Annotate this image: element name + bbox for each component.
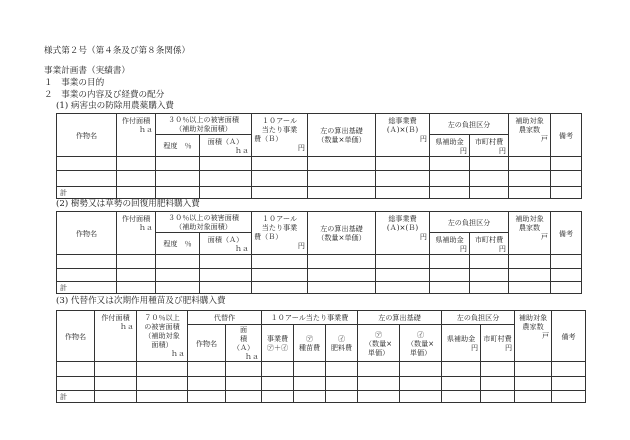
table-row	[57, 171, 582, 187]
area-header: 作付面積 ｈａ	[117, 212, 156, 255]
table-row	[57, 269, 582, 282]
table-row	[57, 362, 586, 377]
total-row	[57, 282, 582, 294]
degree-header: 程度 ％	[156, 135, 200, 157]
remarks-header: 備考	[552, 311, 586, 362]
section2-table	[56, 211, 582, 294]
basis-header: 左の算出基礎	[358, 311, 442, 325]
section3-table	[56, 310, 586, 403]
city-cost-header: 市町村費 円	[470, 135, 509, 157]
damage-header: ３０％以上の被害面積 （補助対象面積）	[156, 114, 252, 135]
table-row	[57, 377, 586, 391]
damage-header: ７０％以上 の被害面積 （補助対象 面積） ｈａ	[137, 311, 188, 362]
area-a-header: 面積（Ａ） ｈａ	[200, 135, 252, 157]
table-row	[57, 157, 582, 171]
item-content: ２ 事業の内容及び経費の配分	[44, 90, 165, 100]
basis-a-header: ㋐ （数量× 単価）	[358, 325, 400, 362]
area-a-header: 面積（Ａ） ｈａ	[200, 233, 252, 255]
total-label: 計	[57, 187, 117, 199]
degree-header: 程度 ％	[156, 233, 200, 255]
basis-b-header: ㋑ （数量× 単価）	[400, 325, 442, 362]
remarks-header: 備考	[551, 212, 582, 255]
section1-caption: (1) 病害虫の防除用農薬購入費	[56, 101, 175, 111]
pref-subsidy-header: 県補助金 円	[442, 325, 481, 362]
alt-crop-header: 代替作	[188, 311, 262, 325]
total-row	[57, 187, 582, 199]
burden-header: 左の負担区分	[430, 212, 509, 233]
document-title: 事業計画書（実績書）	[44, 66, 130, 76]
pref-subsidy-header: 県補助金 円	[430, 135, 470, 157]
form-number: 様式第２号（第４条及び第８条関係）	[44, 46, 191, 56]
crop-header: 作物名	[57, 114, 117, 157]
area-header: 作付面積 ｈａ	[117, 114, 156, 157]
alt-crop-name-header: 作物名	[188, 325, 226, 362]
section3-caption: (3) 代替作又は次期作用種苗及び肥料購入費	[56, 296, 226, 306]
burden-header: 左の負担区分	[430, 114, 509, 135]
total-cost-header: 総事業費 (Ａ)×(Ｂ) 円	[376, 114, 430, 157]
burden-header: 左の負担区分	[442, 311, 515, 325]
total-label: 計	[57, 391, 95, 403]
seed-cost-header: ㋐ 種苗費	[294, 325, 326, 362]
biz-cost-header: 事業費 ㋐＋㋑	[262, 325, 294, 362]
section1-table	[56, 113, 582, 199]
city-cost-header: 市町村費 円	[470, 233, 509, 255]
section2-caption: (2) 樹勢又は草勢の回復用肥料購入費	[56, 199, 200, 209]
item-purpose: １ 事業の目的	[44, 78, 105, 88]
alt-area-header: 面 積 （Ａ） ｈａ	[226, 325, 262, 362]
remarks-header: 備考	[551, 114, 582, 157]
table-row	[57, 255, 582, 269]
crop-header: 作物名	[57, 311, 95, 362]
farms-header: 補助対象 農家数 戸	[515, 311, 552, 362]
farms-header: 補助対象 農家数 戸	[509, 114, 551, 157]
damage-header: ３０％以上の被害面積 （補助対象面積）	[156, 212, 252, 233]
total-label: 計	[57, 282, 117, 294]
city-cost-header: 市町村費 円	[481, 325, 515, 362]
total-row	[57, 391, 586, 403]
crop-header: 作物名	[57, 212, 117, 255]
cost-per-10a-header: １０アール 当たり事業 費（Ｂ） 円	[252, 114, 308, 157]
pref-subsidy-header: 県補助金 円	[430, 233, 470, 255]
basis-header: 左の算出基礎 （数量×単価）	[308, 212, 376, 255]
farms-header: 補助対象 農家数 戸	[509, 212, 551, 255]
area-header: 作付面積 ｈａ	[95, 311, 137, 362]
fert-cost-header: ㋑ 肥料費	[326, 325, 358, 362]
basis-header: 左の算出基礎 （数量×単価）	[308, 114, 376, 157]
total-cost-header: 総事業費 (Ａ)×(Ｂ) 円	[376, 212, 430, 255]
cost-per-10a-header: １０アール 当たり事業 費（Ｂ） 円	[252, 212, 308, 255]
per-10a-header: １０アール当たり事業費	[262, 311, 358, 325]
